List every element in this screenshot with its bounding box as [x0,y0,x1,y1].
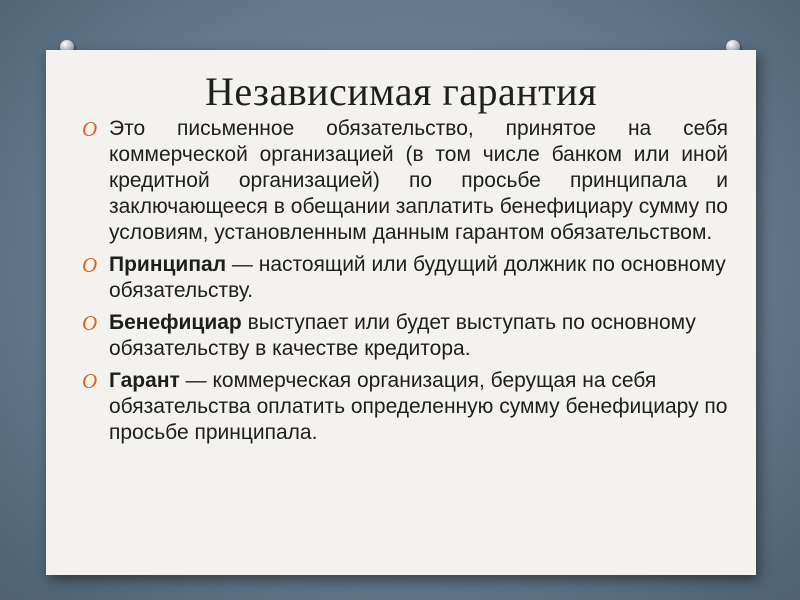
bullet-term: Принципал [109,253,227,276]
bullet-beneficiary [82,310,728,362]
bullet-marker-icon: O [82,311,98,335]
bullet-marker-icon: O [82,253,98,277]
bullet-text: — настоящий или будущий должник по основному обязательству. [109,253,726,302]
bullet-term: Гарант [109,369,180,392]
bullet-text: Это письменное обязательство, принятое на себя коммерческой организацией (в том числе банком или иной кредитной организацией) по просьбе принципала и заключающееся в обещании заплатить бенефициару сумму по условиям, установленным данным гарантом обязательством. [109,117,728,244]
slide-card [46,50,756,575]
bullet-text: выступает или будет выступать по основному обязательству в качестве кредитора. [109,311,696,360]
bullet-marker-icon: O [82,369,98,393]
bullet-definition [82,116,728,246]
bullet-principal [82,252,728,304]
bullet-list [82,116,728,452]
bullet-marker-icon: O [82,117,98,141]
bullet-term: Бенефициар [109,311,242,334]
bullet-guarantor [82,368,728,446]
bullet-text: — коммерческая организация, берущая на себя обязательства оплатить определенную сумму бенефициару по просьбе принципала. [109,369,728,444]
slide-title: Независимая гарантия [205,69,597,114]
